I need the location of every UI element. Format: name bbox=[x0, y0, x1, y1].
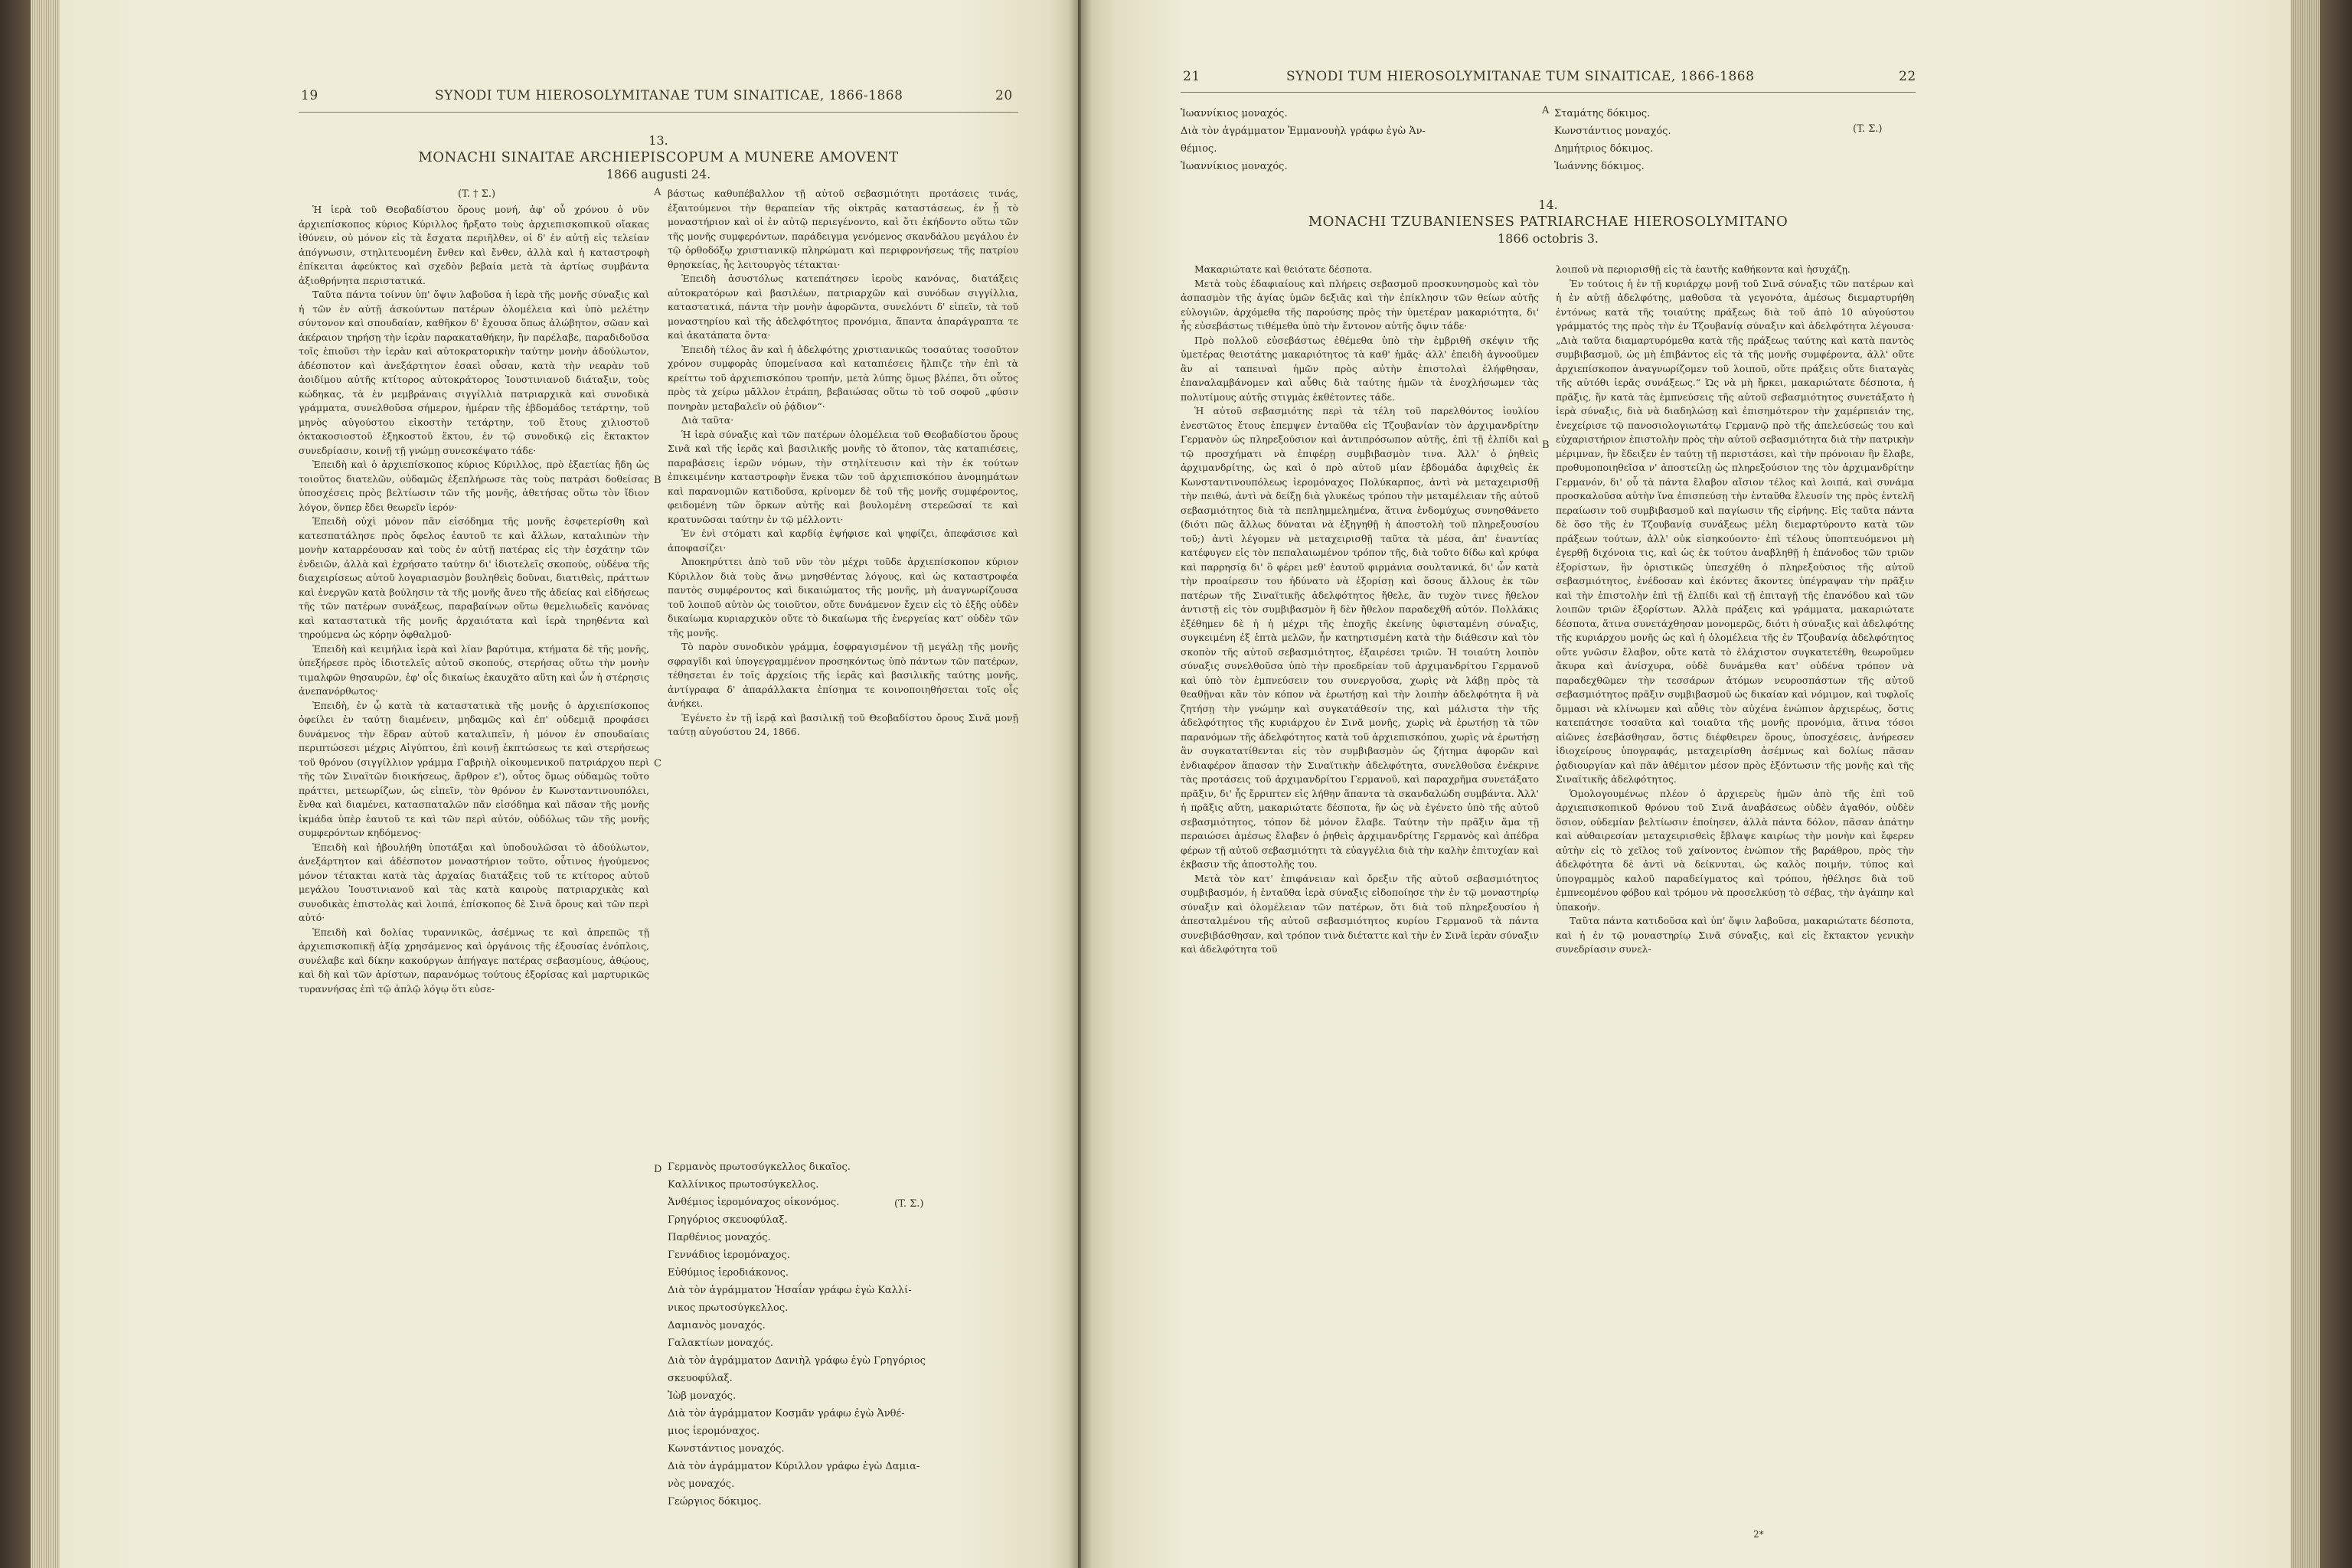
book-gutter bbox=[1069, 0, 1092, 1568]
signature-line: Διὰ τὸν ἀγράμματον Κοσμᾶν γράφω ἐγὼ Ἀνθέ- bbox=[668, 1408, 905, 1419]
right-margin-mark-a: A bbox=[1542, 105, 1550, 116]
signature-line: Ἰωαννίκιος μοναχός. bbox=[1181, 108, 1288, 119]
paragraph: Ἐπειδὴ τέλος ἂν καὶ ἡ ἀδελφότης χριστιανικῶς τοσαύτας τοσοῦτον χρόνον συμφορὰς ὑπομείνασα καὶ καταπιέσεις ἤλπιζε τὴν ἐπὶ τὰ κρείττω τοῦ ἀρχιεπισκόπου τροπήν, μετὰ λύπης ὅμως βλέπει, ὅτι οὗτος πρὸς τὰ χείρω μᾶλλον ἐτράπη, βεβαιώσας οὕτω τὸ τοῦ σοφοῦ „φύσιν πονηρὰν μεταβαλεῖν οὐ ῥᾴδιον“· bbox=[668, 343, 1018, 412]
margin-mark-a: A bbox=[654, 187, 662, 198]
signature-line: νὸς μοναχός. bbox=[668, 1478, 735, 1490]
left-page-number-outer: 19 bbox=[301, 88, 318, 103]
right-column-2 bbox=[1556, 263, 1914, 957]
right-page-number-outer: 22 bbox=[1899, 69, 1916, 84]
paragraph: Ἡ ἱερὰ σύναξις καὶ τῶν πατέρων ὁλομέλεια τοῦ Θεοβαδίστου ὄρους Σινᾶ καὶ τῆς ἱερᾶς καὶ βασιλικῆς μονῆς τὸ ἄτοπον, τὰς καταπιέσεις, παραβάσεις ἱερῶν νόμων, τὴν στηλίτευσιν καὶ τὴν ἐκ τούτων ἐπικειμένην καταστροφὴν ἕνεκα τῶν τοῦ ἀρχιεπισκόπου ἀνομημάτων καὶ παρανομιῶν κατιδοῦσα, κρίνομεν δὲ τοῦ τῆς μονῆς συμφέροντος, φειδομένη τῶν ὅρκων αὐτῆς καὶ βουλομένη στερεῶσαί τε καὶ κρατυνῶσαι ταύτην ἐν τῷ μέλλοντι· bbox=[668, 428, 1018, 525]
margin-mark-b: B bbox=[654, 475, 662, 486]
signature-line: Ἰὼβ μοναχός. bbox=[668, 1390, 737, 1402]
paragraph: Ἐπειδὴ καὶ ὁ ἀρχιεπίσκοπος κύριος Κύριλλος, πρὸ ἐξαετίας ἤδη ὡς τοιοῦτος διατελῶν, οὐδαμῶς ἐξεπλήρωσε τὰς τοὺς πατράσι δοθείσας ὑποσχέσεις πρὸς βελτίωσιν τῶν τῆς μονῆς, ἀθετήσας οὕτω τὸν ἴδιον λόγον, ὅνπερ ἔδει θεωρεῖν ἱερόν· bbox=[299, 459, 649, 513]
right-document-heading bbox=[1181, 198, 1916, 246]
document-title: MONACHI SINAITAE ARCHIEPISCOPUM A MUNERE AMOVENT bbox=[418, 149, 899, 165]
left-page bbox=[60, 0, 1078, 1568]
signature-line: Διὰ τὸν ἀγράμματον Δανιὴλ γράφω ἐγὼ Γρηγόριος bbox=[668, 1355, 926, 1367]
paragraph: Μετὰ τοὺς ἐδαφιαίους καὶ πλήρεις σεβασμοῦ προσκυνησμοὺς καὶ τὸν ἀσπασμὸν τῆς ἁγίας ὑμῶν δεξιᾶς καὶ τὴν ἐπίκλησιν τῶν θείων αὐτῆς εὐλογιῶν, ἀρχόμεθα τῆς παρούσης πρὸς τὴν ὑμετέραν μακαριότητα, δι' ἧς εὐσεβάστως τιθέμεθα ὑπὸ τὴν ἔντονον αὐτῆς ὄψιν τάδε· bbox=[1181, 277, 1539, 332]
paragraph: Μακαριώτατε καὶ θειότατε δέσποτα. bbox=[1194, 263, 1373, 275]
right-column-1 bbox=[1181, 263, 1539, 957]
signature-line: νικος πρωτοσύγκελλος. bbox=[668, 1302, 789, 1314]
signature-line: Γρηγόριος σκευοφύλαξ. bbox=[668, 1214, 788, 1226]
document-date: 1866 augusti 24. bbox=[606, 167, 711, 181]
paragraph: Ἐπειδὴ ἀσυστόλως κατεπάτησεν ἱεροὺς κανόνας, διατάξεις αὐτοκρατόρων καὶ βασιλέων, πατριαρχῶν καὶ συνόδων σιγγίλλια, καταστατικά, πάντα τὴν μονὴν ἀφορῶντα, συνελόντι δ' εἰπεῖν, τὰ τοῦ μοναστηρίου καὶ τῆς ἀδελφότητος προνόμια, ἅπαντα ἀπαράγραπτα τε καὶ ἀκατάπατα ὄντα· bbox=[668, 273, 1018, 341]
signature-line: Γερμανὸς πρωτοσύγκελλος δικαῖος. bbox=[668, 1161, 851, 1173]
signature-line: Γαλακτίων μοναχός. bbox=[668, 1338, 773, 1349]
right-head-rule bbox=[1181, 92, 1916, 93]
signature-list bbox=[668, 1158, 1018, 1511]
left-head-rule bbox=[299, 112, 1018, 113]
seal-note: (T. † Σ.) bbox=[457, 188, 496, 200]
left-column-2 bbox=[668, 187, 1018, 740]
left-page-number-inner: 20 bbox=[995, 88, 1013, 103]
signature-line: Καλλίνικος πρωτοσύγκελλος. bbox=[668, 1179, 819, 1191]
carryover-signatures-right bbox=[1554, 105, 1914, 175]
page-edges-right bbox=[2289, 0, 2320, 1568]
signature-line: Εὐθύμιος ἱεροδιάκονος. bbox=[668, 1267, 789, 1279]
signature-line: Ἰωάννης δόκιμος. bbox=[1554, 161, 1645, 172]
left-column-1 bbox=[299, 203, 649, 996]
carryover-signatures-left bbox=[1181, 105, 1540, 175]
signature-line: Σταμάτης δόκιμος. bbox=[1554, 108, 1651, 119]
paragraph: Ἐν τούτοις ἡ ἐν τῇ κυριάρχῳ μονῇ τοῦ Σινᾶ σύναξις τῶν πατέρων καὶ ἡ ἐν αὐτῇ ἀδελφότης, μαθοῦσα τὰ γεγονότα, ἀμέσως διεμαρτυρήθη ἐντόνως κατὰ τῆς τοιαύτης πράξεως διὰ τοῦ ἀπὸ 10 αὐγούστου γράμματός της πρὸς τὴν ἐν Τζουβανίᾳ σύναξιν καὶ ἀδελφότητα λέγουσα· „Διὰ ταῦτα διαμαρτυρόμεθα κατὰ τῆς πράξεως ταύτης καὶ κατὰ παντὸς συμβιβασμοῦ, ὡς μὴ ἐπιβάντος εἰς τὰ τῆς μονῆς συμφέροντα, ἀλλ' οὔτε ἀρχιεπίσκοπον ἀναγνωρίζομεν τοῦ λοιποῦ, οὔτε πράξεις οὔτε διαταγὰς τῆς αὐτόθι ἱερᾶς συνάξεως.“ Ὡς νὰ μὴ ἤρκει, μακαριώτατε δέσποτα, ἡ πρᾶξις, ἥν κατὰ τὰς ἐμπνεύσεις τῆς αὐτοῦ σεβασμιότητος συνετάξατο ἡ ἱερὰ σύναξις, διὰ νὰ διαδηλώσῃ καὶ ἐπισημότερον τὴν χαμέρπειάν της, ἐνεχείρισε τῷ πανοσιολογιωτάτῳ Γερμανῷ πρὸ τῆς ἀπελεύσεώς του καὶ εὐχαριστήριον ἐπιστολὴν πρὸς τὴν αὐτοῦ σεβασμιότητα διὰ τὴν πατρικὴν μέριμναν, ἣν ἔδειξεν ἐν ταύτῃ τῇ περιστάσει, καὶ τὴν πρόνοιαν ἣν ἔλαβε, προθυμοποιηθεῖσα ν' ἀποστείλῃ ὡς πληρεξούσιον της τὸν ἀρχιμανδρίτην Γερμανόν, δι' οὗ τὰ πάντα ἔλαβον αἴσιον τέλος καὶ λοιπά, καὶ συνάμα προσκαλοῦσα αὐτὴν ἵνα ἐπισπεύσῃ τὴν ἐνταῦθα ἔλευσίν της πρὸς ἐντελῆ περαίωσιν τοῦ συμβιβασμοῦ καὶ παγίωσιν τῆς εἰρήνης. Εἰς ταῦτα πάντα δὲ ὅσο τῆς ἐν Τζουβανίᾳ συνάξεως μέλη διεμαρτύροντο κατὰ τῶν πράξεων τούτων, ἀλλ' οὐκ εἰσηκούοντο· ἐπὶ τέλους ὑποπτευόμενοι μὴ ἐγερθῇ διχόνοια τις, καὶ ὡς ἐκ τούτου ἀναβληθῇ ἡ ἐπάνοδος τῶν τριῶν ἐξορίστων, ἣν ὁριστικῶς ὑπεσχέθη ὁ πληρεξούσιος τῆς αὐτοῦ σεβασμιότητος, ἐνέδοσαν καὶ ἑκόντες ἄκοντες ὑπέγραψαν τὴν πρᾶξιν καὶ τὴν ἐπιστολὴν ἐπὶ τῇ ἐλπίδι καὶ τῇ ἐπιταγῇ τῆς ἐπανόδου καὶ τῶν λοιπῶν τριῶν ἐξορίστων. Ἀλλὰ πράξεις καὶ γράμματα, μακαριώτατε δέσποτα, ἅτινα συνετάχθησαν μονομερῶς, διότι ἡ σύναξις καὶ ἀδελφότης τῆς κυριάρχου μονῆς ὡς καὶ ἡ ὁλομέλεια τῆς ἐν Τζουβανίᾳ ἀδελφότητος οὔτε γνῶσιν ἔλαβον, οὔτε κατὰ τὸ ἐλάχιστον συγκατετέθη, θεωροῦμεν ἄκυρα καὶ ἀνίσχυρα, οὐδὲ δυνάμεθα κατ' οὐδένα τρόπον νὰ παραδεχθῶμεν τὴν τεσσάρων ἀτόμων νευροσπάστων τῆς αὐτοῦ σεβασμιότητος πρᾶξιν συμβιβασμοῦ ὡς δικαίαν καὶ νόμιμον, καὶ τυφλοῖς ὄμμασι νὰ κλίνωμεν καὶ αὖθις τὸν αὐχένα ἐνώπιον ἀρχιερέως, ὅστις κατεπάτησε τοσαῦτα καὶ τοιαῦτα τῆς μονῆς προνόμια, ἅτινα τόσοι αἰῶνες ἐσεβάσθησαν, ὅστις διέφθειρεν ὅρους, ὑποσχέσεις, ἀνήρεσεν ἰδιοχείρους ὑπογραφάς, μεταχειρίσθη ἀσέμνως καὶ δολίως πᾶσαν ῥᾳδιουργίαν καὶ πᾶν ἀθέμιτον μέσον πρὸς ἐξόντωσιν τῆς μονῆς καὶ τῆς Σιναϊτικῆς ἀδελφότητος. bbox=[1556, 277, 1914, 785]
signature-line: θέμιος. bbox=[1181, 143, 1217, 155]
page-edges-left bbox=[31, 0, 61, 1568]
paragraph: Ἡ αὐτοῦ σεβασμιότης περὶ τὰ τέλη τοῦ παρελθόντος ἰουλίου ἐνεστῶτος ἔτους ἐπεμψεν ἐνταῦθα εἰς Τζουβανίαν τὸν ἀρχιμανδρίτην Γερμανὸν ὡς πληρεξούσιον καὶ ἀντιπρόσωπον αὐτῆς, ἐπὶ τῇ ἐλπίδι καὶ τῷ προσχήματι νὰ ἐπιφέρῃ συμβιβασμὸν τινα. Ἀλλ' ὁ ῥηθεὶς ἀρχιμανδρίτης, ὡς καὶ ὁ πρὸ αὐτοῦ μίαν ἑβδομάδα ἀφιχθεὶς ἐκ Κωνσταντινουπόλεως ἱερομόναχος Πολύκαρπος, ἀντὶ νὰ μεταχειρισθῇ τὴν πειθώ, ἀντὶ νὰ δείξῃ διὰ γλυκέως τρόπου τὴν μεταμέλειαν τῆς αὐτοῦ σεβασμιότητος διὰ τὰ πεπλημμελημένα, ἅτινα ἐνδομύχως συνησθάνετο (διότι πῶς ἄλλως δύναται νὰ ἐξηγηθῇ ἡ ἀποστολὴ τοῦ πληρεξουσίου τοῦ;) ἀντὶ λέγομεν νὰ μεταχειρισθῇ ταῦτα τὰ μέσα, ἀπ' ἐναντίας κατέφυγεν εἰς τὸν πεπαλαιωμένον τρόπον τῆς, διὰ τοῦτο δίδω καὶ κρύφα καὶ παρρησίᾳ δι' ὃ φέρει μεθ' ἑαυτοῦ φιρμάνια σουλτανικά, δι' ὧν κατὰ τὴν προαίρεσιν του ἠδύνατο νὰ ἐξορίσῃ καὶ ὅσους ἄλλους ἐκ τῶν πατέρων τῆς Σιναϊτικῆς ἀδελφότητος ἤθελε, ἂν τυχὸν τινες ἤθελον ἀντιστῇ εἰς τὸν συμβιβασμὸν ἢ δὲν ἤθελον παραδεχθῆ αὐτόν. Πολλάκις ἐξέθημεν δὲ ἡ ἡ μέχρι τῆς ἐποχῆς ἐκείνης ὑφισταμένη σύναξις, συγκειμένη ἐξ ἑπτὰ μελῶν, ἦν κατηρτισμένη κατὰ τὴν διάθεσιν καὶ τὸν σκοπὸν τῆς αὐτοῦ σεβασμιότητος, ἐξαιρέσει τριῶν. Ἡ τοιαύτη λοιπὸν σύναξις συνελθοῦσα ὑπὸ τὴν προεδρείαν τοῦ ἀρχιμανδρίτου Γερμανοῦ καὶ ὑπὸ τὸν ἐμπνεύσειν του συνεργοῦσα, χωρὶς νὰ λάβῃ πρὸς τὰ θεαθῇναι κἂν τὸν κόπον νὰ ἐρωτήσῃ καὶ τὴν λοιπὴν ἀδελφότητα ἢ νὰ ζητήσῃ τὴν γνώμην καὶ συγκατάθεσίν της, καὶ μάλιστα τὴν τῆς ἀδελφότητος τῆς κυριάρχου ἐν Σινᾶ μονῆς, χωρὶς νὰ ἐρωτήσῃ τὰ τῶν παρανόμων τῆς ἀδελφότητος κατὰ τοῦ ἀρχιεπισκόπου, χωρὶς νὰ ἐρωτήσῃ ἂν συγκατατίθενται εἰς τὸν συμβιβασμὸν ὡς ζήτημα ἀφορῶν καὶ ἐνδιαφέρον ἅπασαν τὴν Σιναϊτικὴν ἀδελφότητα, συνελθοῦσα ἐνέκρινε τὰς προτάσεις τοῦ ἀρχιμανδρίτου Γερμανοῦ, καὶ παραχρῆμα συνετάξατο πρᾶξιν, δι' ἧς ἔρριπτεν εἰς λήθην ἅπαντα τὰ σκανδαλώδη συμβάντα. Ἀλλ' ἡ πρᾶξις αὕτη, μακαριώτατε δέσποτα, ἥν ὡς νὰ ἐγένετο ὑπὸ τῆς αὐτοῦ σεβασμιότητος, τόπον δὲ μόνον ἔλαβε. Ταύτην τὴν πρᾶξιν ἅμα τῇ περαιώσει ἀμέσως ἔλαβεν ὁ ῥηθεὶς ἀρχιμανδρίτης Γερμανὸς καὶ ἀπέδρα φέρων τῇ αὐτοῦ σεβασμιότητι τὰ εὐαγγέλια διὰ τὴν καλὴν ἐπιτυχίαν καὶ ἐκβασιν τῆς ἀποστολῆς του. bbox=[1181, 405, 1539, 870]
paragraph: Ἐν ἑνὶ στόματι καὶ καρδίᾳ ἐψήφισε καὶ ψηφίζει, ἀπεφάσισε καὶ ἀποφασίζει· bbox=[668, 528, 1018, 554]
paragraph: Ἐπειδὴ καὶ κειμήλια ἱερὰ καὶ λίαν βαρύτιμα, κτήματα δὲ τῆς μονῆς, ὑπεξήρεσε πρὸς ἰδιοτελεῖς αὐτοῦ σκοπούς, στερήσας οὕτω τὴν μονὴν τιμαλφῶν θησαυρῶν, ἐφ' οἷς δικαίως ἐκαυχᾶτο αὕτη καὶ ὧν ἡ στέρησις ἀνεπανόρθωτος· bbox=[299, 642, 649, 697]
signature-line: Διὰ τὸν ἀγράμματον Ἠσαΐαν γράφω ἐγὼ Καλλί- bbox=[668, 1285, 912, 1296]
signature-seal: (T. Σ.) bbox=[894, 1198, 924, 1210]
signature-line: Ἰωαννίκιος μοναχός. bbox=[1181, 161, 1288, 172]
signature-line: Κωνστάντιος μοναχός. bbox=[668, 1443, 785, 1455]
paragraph: Διὰ ταῦτα· bbox=[681, 414, 734, 426]
margin-mark-d: D bbox=[654, 1164, 662, 1175]
paragraph: Ἐπειδὴ καὶ ἠβουλήθη ὑποτάξαι καὶ ὑποδουλῶσαι τὸ ἀδούλωτον, ἀνεξάρτητον καὶ ἀδέσποτον μοναστήριον τοῦτο, οὗτινος ἡγούμενος μόνον τέτακται κατὰ τὰς ἀρχαίας διατάξεις τοῦ τε κτίτορος αὐτοῦ μεγάλου Ἰουστινιανοῦ καὶ τὰς κατὰ καιροὺς πατριαρχικὰς καὶ συνοδικὰς ἐπιστολὰς καὶ λοιπά, ἐπίσκοπος δὲ Σινᾶ ὄρους καὶ τῶν περὶ αὐτό· bbox=[299, 841, 649, 923]
signature-line: Γεώργιος δόκιμος. bbox=[668, 1496, 762, 1508]
paragraph: Ταῦτα πάντα κατιδοῦσα καὶ ὑπ' ὄψιν λαβοῦσα, μακαριώτατε δέσποτα, καὶ ἡ ἐν τῷ μοναστηρίῳ Σινᾶ σύναξις, καὶ εἰς ἔκτακτον γενικὴν συνεδρίασιν συνελ- bbox=[1556, 915, 1914, 955]
signature-line: Παρθένιος μοναχός. bbox=[668, 1232, 771, 1243]
signature-mark: 2* bbox=[1753, 1529, 1764, 1540]
paragraph: Ἐπειδὴ καὶ δολίας τυραννικῶς, ἀσέμνως τε καὶ ἀπρεπῶς τῇ ἀρχιεπισκοπικῇ ἀξίᾳ χρησάμενος καὶ ὀργάνοις τῆς ἐξουσίας ἐνόπλοις, συνέλαβε καὶ δίκην κακούργων ἀπήγαγε πατέρας σεβασμίους, ἀθῴους, καὶ δὴ καὶ τῶν ἀρίστων, παρανόμως τούτους ἐξορίσας καὶ μαρτυρικῶς τυραννήσας ἐπὶ τῷ ἁπλῷ λόγῳ ὅτι εὐσε- bbox=[299, 926, 649, 995]
right-page-number-inner: 21 bbox=[1183, 69, 1200, 84]
signature-line: Διὰ τὸν ἀγράμματον Ἐμμανουὴλ γράφω ἐγὼ Ἀν- bbox=[1181, 126, 1426, 137]
paragraph: Ἀποκηρύττει ἀπὸ τοῦ νῦν τὸν μέχρι τοῦδε ἀρχιεπίσκοπον κύριον Κύριλλον διὰ τοὺς ἄνω μνησθέντας λόγους, καὶ ὡς καταστροφέα παντὸς συμφέροντος καὶ δικαιώματος τῆς μονῆς, μὴ ἀναγνωρίζουσα τοῦ λοιποῦ αὐτὸν ὡς τοιοῦτον, οὔτε δυνάμενον ἔχειν εἰς τὸ ἑξῆς οὐδὲν δικαίωμα κυριαρχικὸν οὔτε τὸ δικαίωμα τῆς ἐνεργείας κατ' οὐδὲν τῶν τῆς μονῆς. bbox=[668, 556, 1018, 639]
paragraph: Ἐπειδὴ, ἐν ᾧ κατὰ τὰ καταστατικὰ τῆς μονῆς ὁ ἀρχιεπίσκοπος ὀφείλει ἐν ταύτῃ διαμένειν, μηδαμῶς καὶ ἐπ' οὐδεμιᾷ προφάσει δυνάμενος τὴν ἕδραν αὐτοῦ καταλιπεῖν, ἡ μόνον ἐν σπουδαίαις περιπτώσεσι μέχρις Αἰγύπτου, ἐπὶ κοινῇ ἐκπτώσεως τε καὶ στερήσεως τοῦ θρόνου (σιγγίλλιον γράμμα Γαβριὴλ οἰκουμενικοῦ πατριάρχου περὶ τῆς τῶν Σιναϊτῶν διοικήσεως, ἄρθρον ε'), οὗτος ὅμως οὐδαμῶς τοῦτο πράττει, μετεωρίζων, ὡς εἰπεῖν, τὸν θρόνον ἐν Κωνσταντινουπόλει, ἔνθα καὶ διαμένει, κατασπαταλῶν πᾶν εἰσόδημα καὶ πᾶσαν τῆς μονῆς ἰκμάδα ὑπὲρ ἑαυτοῦ τε καὶ τῶν περὶ αὐτόν, οὐδόλως τῶν τῆς μονῆς συμφερόντων κηδόμενος· bbox=[299, 699, 649, 838]
paragraph: Μετὰ τὸν κατ' ἐπιφάνειαν καὶ ὄρεξιν τῆς αὐτοῦ σεβασμιότητος συμβιβασμόν, ἡ ἐνταῦθα ἱερὰ σύναξις εἰδοποίησε τὴν ἐν τῷ μοναστηρίῳ σύναξιν καὶ ὁλομέλειαν τῶν πατέρων, ὅτι διὰ τοῦ πληρεξουσίου ἡ ἀπεσταλμένου τῆς αὐτοῦ σεβασμιότητος κυρίου Γερμανοῦ τὰ πάντα συνεβιβάσθησαν, καὶ τρόπον τινὰ διέταττε καὶ τὴν ἐν Σινᾶ ἱερὰν σύναξιν καὶ ἀδελφότητα τοῦ bbox=[1181, 872, 1539, 955]
paragraph: Πρὸ πολλοῦ εὐσεβάστως ἐθέμεθα ὑπὸ τὴν ἐμβριθῆ σκέψιν τῆς ὑμετέρας θειοτάτης μακαριότητος τὰ καθ' ἡμᾶς· ἀλλ' ἐπειδὴ ἀγνοοῦμεν ἂν αἱ ταπειναὶ ἡμῶν πρὸς αὐτὴν ἐπιστολαὶ ἐλήφθησαν, ἐπαναλαμβάνομεν καὶ αὖθις διὰ ταύτης ἡμῶν τὰ ἐνοχλήσωμεν τὰς πολυτίμους αὐτῆς στιγμὰς ἐκθέτοντες τάδε. bbox=[1181, 334, 1539, 403]
paragraph: Ταῦτα πάντα τοίνυν ὑπ' ὄψιν λαβοῦσα ἡ ἱερὰ τῆς μονῆς σύναξις καὶ ἡ τῶν ἐν αὐτῇ ἀσκούντων πατέρων ὁλομέλεια καὶ ὑπὸ μελέτην σύντονον καὶ σπουδαίαν, καθῆκον δ' ἔχουσα ὅπως ἀλώβητον, σῶαν καὶ ἀκέραιον τηρήσῃ τὴν ἱερὰν παρακαταθήκην, ἣν παρέλαβε, παραδιδοῦσα τοῖς ἐπιοῦσι τὴν ἱερὰν καὶ αὐτοκρατορικὴν ταύτην μονὴν ἀδούλωτον, ἀδέσποτον καὶ ἀνεξάρτητον ἐσαεὶ οὖσαν, κατὰ τὴν νεαρὰν τοῦ ἀοιδίμου αὐτῆς κτίτορος αὐτοκράτορος Ἰουστινιανοῦ διάταξιν, τοὺς κώδηκας, τὰ ἐν μεμβράναις σιγγίλλιὰ πατριαρχικὰ καὶ συνοδικὰ γράμματα, συνελθοῦσα σήμερον, ἡμέραν τῆς ἑβδομάδος τετάρτην, τοῦ μηνὸς αὐγούστου εἰκοστὴν τετάρτην, τοῦ ἔτους χιλιοστοῦ ὀκτακοσιοστοῦ ἑξηκοστοῦ ἕκτου, ἐν τῷ συνοδικῷ εἰς ἔκτακτον συνεδρίασιν, κοινῇ τῇ γνώμῃ συνεσκέψατο τάδε· bbox=[299, 289, 649, 456]
right-margin-mark-b: B bbox=[1542, 439, 1550, 451]
signature-line: Δαμιανὸς μοναχός. bbox=[668, 1320, 766, 1331]
paragraph: Ἡ ἱερὰ τοῦ Θεοβαδίστου ὄρους μονή, ἀφ' οὗ χρόνου ὁ νῦν ἀρχιεπίσκοπος κύριος Κύριλλος ἤρξατο τοὺς ἀρχιεπισκοπικοῦ οἴακας ἰθύνειν, οὐ μόνον εἰς τὰ ἔσχατα περιῆλθεν, οἱ δ' ἐν αὐτῇ εἰς τελείαν ἀπόγνωσιν, στηλιτευομένη ἔνθεν καὶ ἔνθεν, ἀλλὰ καὶ ἡ καταστροφὴ ἐπίκειται ἀφεύκτος καὶ σχεδὸν βεβαία μετὰ τὰ ἀρτίως συμβάντα ἀξιοθρήνητα περιστατικά. bbox=[299, 204, 649, 286]
signature-line: Κωνστάντιος μοναχός. bbox=[1554, 126, 1671, 137]
signature-line: Γεννάδιος ἱερομόναχος. bbox=[668, 1250, 790, 1261]
signature-line: μιος ἱερομόναχος. bbox=[668, 1426, 760, 1437]
paragraph: λοιποῦ νὰ περιορισθῇ εἰς τὰ ἑαυτῆς καθήκοντα καὶ ἡσυχάζῃ. bbox=[1556, 263, 1851, 275]
document-date-14: 1866 octobris 3. bbox=[1497, 231, 1599, 246]
document-title-14: MONACHI TZUBANIENSES PATRIARCHAE HIEROSOLYMITANO bbox=[1308, 214, 1788, 230]
left-running-head: SYNODI TUM HIEROSOLYMITANAE TUM SINAITICAE, 1866-1868 bbox=[435, 88, 903, 103]
paragraph: Ἐπειδὴ οὐχὶ μόνον πᾶν εἰσόδημα τῆς μονῆς ἐσφετερίσθη καὶ κατεσπατάλησε πρὸς ὄφελος ἑαυτοῦ τε καὶ ἄλλων, καταλιπὼν τὴν μονὴν καταρρέουσαν καὶ τοὺς ἐν αὐτῇ πατέρας εἰς τὴν ἐσχάτην τῶν ἐνδειῶν, ἀλλὰ καὶ ἐχρήσατο ταύτην δι' ἰδιοτελεῖς σκοπούς, οὐδένα τῆς διαχειρίσεως αὐτοῦ λογαριασμὸν βουληθεὶς δοῦναι, διατιθεὶς, πράττων καὶ ἐνεργῶν κατὰ βούλησιν τὰ τῆς μονῆς ἄνευ τῆς ἀδείας καὶ εἰδήσεως τῆς τῶν πατέρων συνάξεως, παραβαίνων οὕτω θεμελιωδεῖς κανόνας καὶ καταστατικὰ τῆς μονῆς ἀρχαιότατα καὶ ἱερὰ τηρηθέντα καὶ τηρούμενα ὡς κόρην ὀφθαλμοῦ· bbox=[299, 515, 649, 640]
paragraph: Ἐγένετο ἐν τῇ ἱερᾷ καὶ βασιλικῇ τοῦ Θεοβαδίστου ὄρους Σινᾶ μονῇ ταύτῃ αὐγούστου 24, 1866. bbox=[668, 711, 1018, 737]
signature-line: σκευοφύλαξ. bbox=[668, 1373, 733, 1384]
document-number: 13. bbox=[648, 133, 668, 148]
signature-line: Δημήτριος δόκιμος. bbox=[1554, 143, 1654, 155]
signature-line: Διὰ τὸν ἀγράμματον Κύριλλον γράφω ἐγὼ Δαμια- bbox=[668, 1461, 920, 1472]
document-number-14: 14. bbox=[1538, 198, 1558, 212]
margin-mark-c: C bbox=[654, 758, 662, 769]
left-document-heading bbox=[299, 133, 1018, 181]
paragraph: βάστως καθυπέβαλλον τῇ αὐτοῦ σεβασμιότητι προτάσεις τινάς, ἐξαιτούμενοι τὴν θεραπείαν τῆς οἰκτρᾶς καταστάσεως, ἐν ᾗ τὸ μοναστήριον καὶ οἱ ἐν αὐτῷ περιεγένοντο, καὶ ὅτι ἐκήδοντο οὕτω τῶν τῆς μονῆς συμφερόντων, παράδειγμα γενόμενος σκανδάλου μεγάλου ἐν τῷ ὀρθοδόξῳ χριστιανικῷ πληρώματι καὶ περιφρονήσεως τῆς πατρίου θρησκείας, ἧς λειτουργὸς τέτακται· bbox=[668, 188, 1018, 270]
carryover-seal: (T. Σ.) bbox=[1853, 123, 1883, 135]
right-running-head: SYNODI TUM HIEROSOLYMITANAE TUM SINAITICAE, 1866-1868 bbox=[1286, 69, 1755, 84]
paragraph: Τὸ παρὸν συνοδικὸν γράμμα, ἐσφραγισμένον τῇ μεγάλῃ τῆς μονῆς σφραγῖδι καὶ ὑπογεγραμμένον προσηκόντως ὑπὸ πάντων τῶν πατέρων, τέθησεται ἐν τοῖς ἀρχείοις τῆς ἱερᾶς καὶ βασιλικῆς ταύτης μονῆς, ἀντίγραφα δ' ἀπαράλλακτα ἐπίσημα τε κοινοποιηθήσεται τοῖς οἷς ἀνήκει. bbox=[668, 641, 1018, 709]
paragraph: Ὁμολογουμένως πλέον ὁ ἀρχιερεὺς ἡμῶν ἀπὸ τῆς ἐπὶ τοῦ ἀρχιεπισκοπικοῦ θρόνου τοῦ Σινᾶ ἀναβάσεως οὐδὲν ἀγαθόν, οὐδὲν ὅσιον, οὐδεμίαν βελτίωσιν ἐποίησεν, ἀλλὰ πάντα δόλον, πᾶσαν ἀπάτην καὶ αὐθαιρεσίαν μεταχειρισθεὶς ἔβλαψε καιρίως τὴν μονὴν καὶ ἔφερεν αὐτὴν εἰς τὸ χεῖλος τοῦ χαίνοντος ἐνώπιον τῆς βαράθρου, πρὸς τὴν ἀδελφότητα δὲ ἀντὶ νὰ δείκνυται, ὡς καλὸς ποιμήν, τύπος καὶ ὑπογραμμὸς καλοῦ παραδείγματος καὶ τρόπου, ἠθέλησε διὰ τοῦ ἐμπνεομένου φόβου καὶ τρόμου νὰ προσελκύσῃ τὸ σέβας, τὴν ἀγάπην καὶ ὑπακοήν. bbox=[1556, 787, 1914, 913]
right-page bbox=[1080, 0, 2291, 1568]
signature-line: Ἀνθέμιος ἱερομόναχος οἰκονόμος. bbox=[668, 1197, 840, 1208]
